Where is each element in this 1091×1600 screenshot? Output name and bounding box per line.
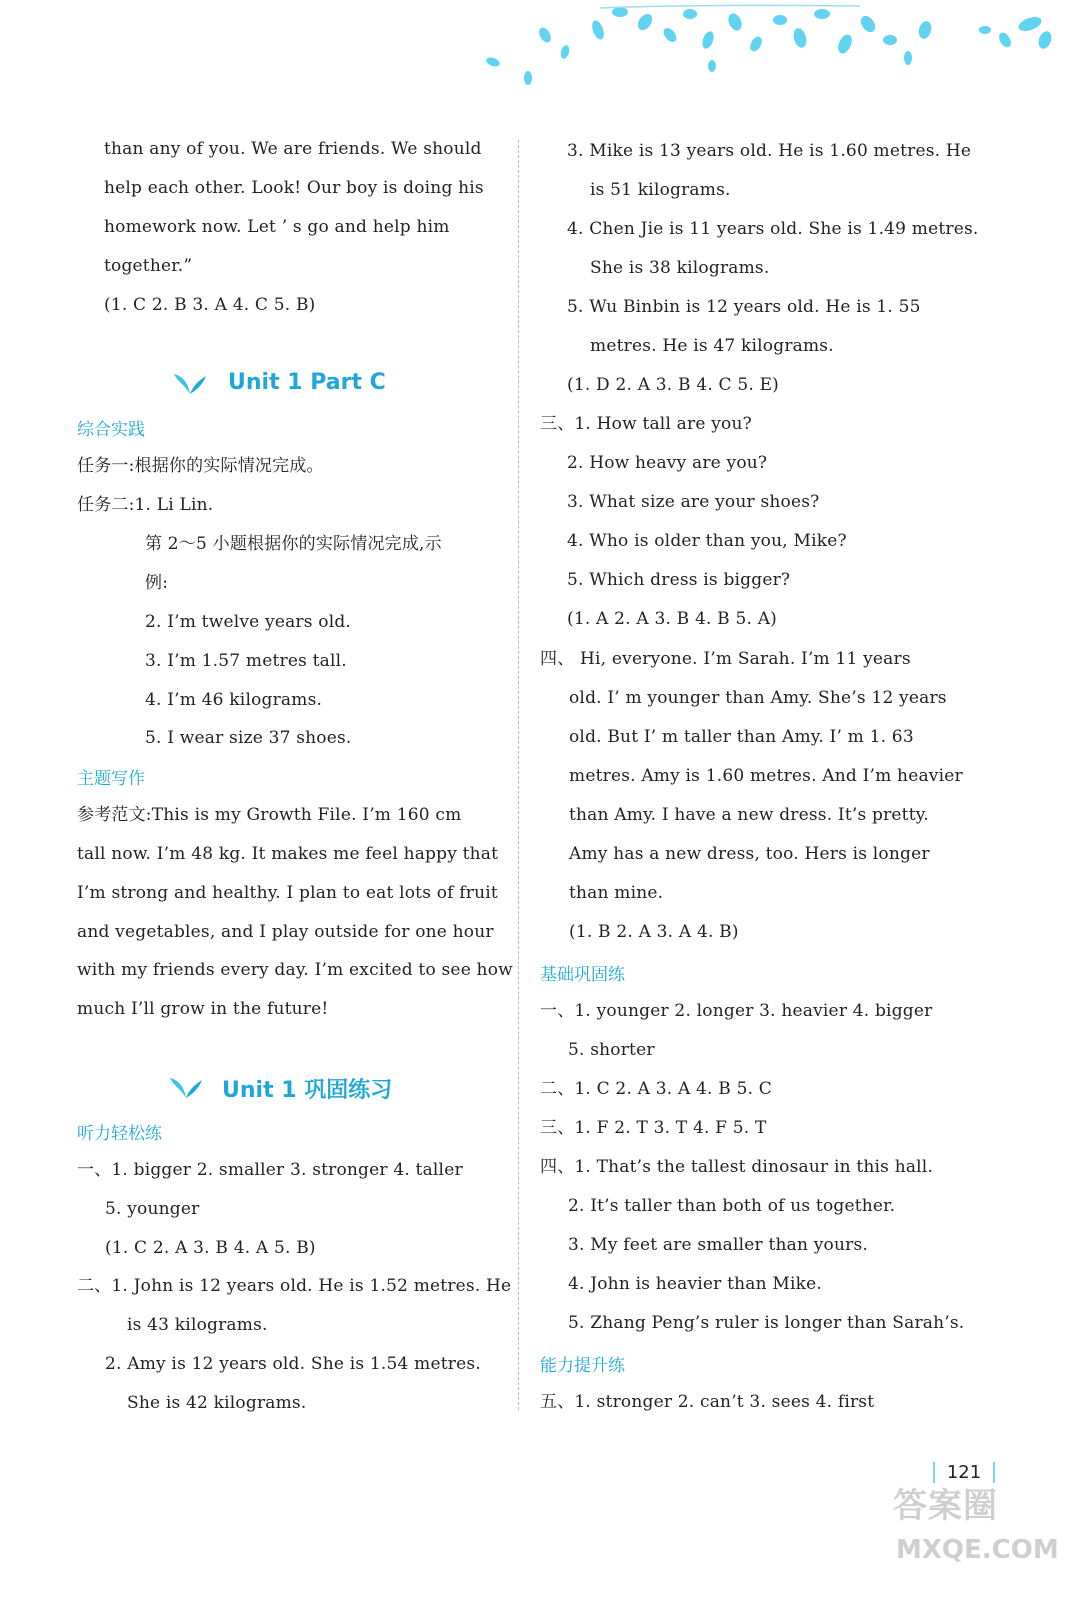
listen-line-7: She is 42 kilograms. — [127, 1393, 307, 1413]
listen-line-1: 一、1. bigger 2. smaller 3. stronger 4. taller — [77, 1160, 463, 1180]
right-line-12: 5. Which dress is bigger? — [567, 570, 791, 590]
right-line-16: old. But I’ m taller than Amy. I’ m 1. 63 — [569, 727, 914, 747]
listen-line-5: is 43 kilograms. — [127, 1315, 268, 1335]
right-line-14: 四、 Hi, everyone. I’m Sarah. I’m 11 years — [540, 649, 911, 669]
right-line-17: metres. Amy is 1.60 metres. And I’m heavier — [569, 766, 963, 786]
intro-line-1: than any of you. We are friends. We should — [104, 139, 482, 159]
task2-note-2: 例: — [145, 573, 169, 593]
unit1-partc-title: Unit 1 Part C — [228, 370, 386, 395]
basic-line-3: 二、1. C 2. A 3. A 4. B 5. C — [540, 1079, 772, 1099]
right-line-2: is 51 kilograms. — [590, 180, 731, 200]
right-line-1: 3. Mike is 13 years old. He is 1.60 metres. He — [567, 141, 972, 161]
essay-line-2: tall now. I’m 48 kg. It makes me feel happy that — [77, 844, 499, 864]
listen-line-3: (1. C 2. A 3. B 4. A 5. B) — [105, 1238, 316, 1258]
right-line-20: than mine. — [569, 883, 664, 903]
section-basic: 基础巩固练 — [540, 965, 625, 985]
basic-line-9: 5. Zhang Peng’s ruler is longer than Sarah’s. — [568, 1313, 965, 1333]
ability-line-1: 五、1. stronger 2. can’t 3. sees 4. first — [540, 1392, 875, 1412]
task2-item-4: 4. I’m 46 kilograms. — [145, 690, 323, 710]
right-line-5: 5. Wu Binbin is 12 years old. He is 1. 55 — [567, 297, 921, 317]
right-line-8: 三、1. How tall are you? — [540, 414, 752, 434]
intro-line-3: homework now. Let ’ s go and help him — [104, 217, 450, 237]
section-practice: 综合实践 — [77, 420, 145, 440]
essay-line-3: I’m strong and healthy. I plan to eat lots of fruit — [77, 883, 498, 903]
listen-line-6: 2. Amy is 12 years old. She is 1.54 metres. — [105, 1354, 481, 1374]
right-line-6: metres. He is 47 kilograms. — [590, 336, 834, 356]
essay-line-1: 参考范文:This is my Growth File. I’m 160 cm — [77, 805, 462, 825]
task2-item-5: 5. I wear size 37 shoes. — [145, 728, 352, 748]
intro-line-2: help each other. Look! Our boy is doing his — [104, 178, 484, 198]
task1: 任务一:根据你的实际情况完成。 — [77, 456, 324, 476]
watermark-logo: 答案圈 — [893, 1486, 998, 1526]
basic-line-1: 一、1. younger 2. longer 3. heavier 4. bigger — [540, 1001, 933, 1021]
leaf-decoration — [0, 0, 1091, 100]
basic-line-8: 4. John is heavier than Mike. — [568, 1274, 822, 1294]
unit1-practice-title: Unit 1 巩固练习 — [222, 1078, 393, 1103]
leaf-icon — [174, 372, 206, 396]
page-number: 121 — [933, 1462, 995, 1483]
right-line-19: Amy has a new dress, too. Hers is longer — [569, 844, 930, 864]
basic-line-2: 5. shorter — [568, 1040, 655, 1060]
task2-item-3: 3. I’m 1.57 metres tall. — [145, 651, 347, 671]
section-writing: 主题写作 — [77, 769, 145, 789]
essay-line-4: and vegetables, and I play outside for one hour — [77, 922, 494, 942]
essay-line-6: much I’ll grow in the future! — [77, 999, 329, 1019]
column-divider — [518, 140, 519, 1410]
task2: 任务二:1. Li Lin. — [77, 495, 214, 515]
basic-line-6: 2. It’s taller than both of us together. — [568, 1196, 896, 1216]
right-line-21: (1. B 2. A 3. A 4. B) — [569, 922, 739, 942]
task2-note-1: 第 2～5 小题根据你的实际情况完成,示 — [145, 534, 442, 554]
right-line-7: (1. D 2. A 3. B 4. C 5. E) — [567, 375, 780, 395]
listen-line-4: 二、1. John is 12 years old. He is 1.52 metres. He — [77, 1276, 512, 1296]
intro-answers: (1. C 2. B 3. A 4. C 5. B) — [104, 295, 316, 315]
intro-line-4: together.” — [104, 256, 193, 276]
basic-line-7: 3. My feet are smaller than yours. — [568, 1235, 868, 1255]
right-line-15: old. I’ m younger than Amy. She’s 12 years — [569, 688, 947, 708]
section-listening: 听力轻松练 — [77, 1124, 162, 1144]
listen-line-2: 5. younger — [105, 1199, 200, 1219]
basic-line-5: 四、1. That’s the tallest dinosaur in this hall. — [540, 1157, 934, 1177]
essay-line-5: with my friends every day. I’m excited to see how — [77, 960, 513, 980]
right-line-18: than Amy. I have a new dress. It’s pretty. — [569, 805, 929, 825]
right-line-10: 3. What size are your shoes? — [567, 492, 820, 512]
right-line-11: 4. Who is older than you, Mike? — [567, 531, 847, 551]
right-line-13: (1. A 2. A 3. B 4. B 5. A) — [567, 609, 778, 629]
watermark-url: MXQE.COM — [896, 1535, 1059, 1565]
right-line-4: She is 38 kilograms. — [590, 258, 770, 278]
task2-item-2: 2. I’m twelve years old. — [145, 612, 352, 632]
basic-line-4: 三、1. F 2. T 3. T 4. F 5. T — [540, 1118, 767, 1138]
section-ability: 能力提升练 — [540, 1356, 625, 1376]
right-line-3: 4. Chen Jie is 11 years old. She is 1.49 metres. — [567, 219, 979, 239]
leaf-icon — [170, 1076, 202, 1100]
right-line-9: 2. How heavy are you? — [567, 453, 768, 473]
